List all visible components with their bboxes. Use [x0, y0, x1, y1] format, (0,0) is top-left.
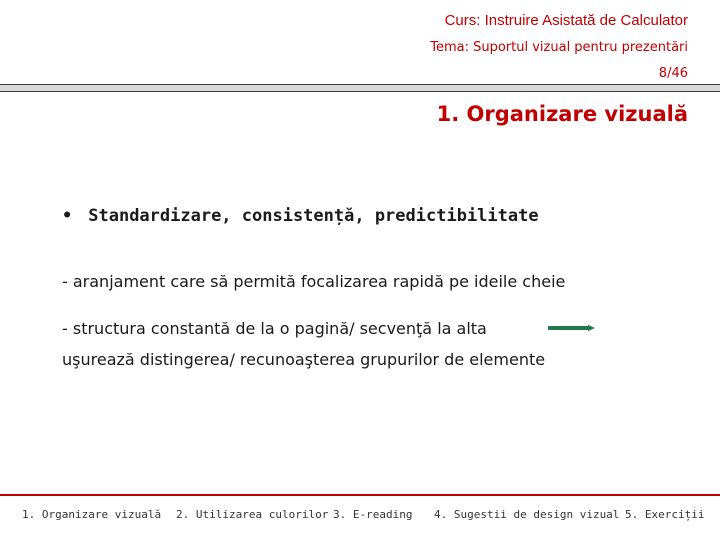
bullet-item	[62, 206, 539, 226]
slide-title: 1. Organizare vizuală	[436, 102, 688, 126]
footer-link-culori[interactable]: 2. Utilizarea culorilor	[176, 508, 329, 521]
body-line-structure: - structura constantă de la o pagină/ secvenţă la alta	[62, 319, 487, 338]
page-number: 8/46	[658, 66, 688, 81]
footer-link-sugestii[interactable]: 4. Sugestii de design vizual	[434, 508, 620, 521]
footer-link-ereading[interactable]: 3. E-reading	[333, 508, 413, 521]
arrow-right-icon	[548, 323, 596, 333]
footer-link-exercitii[interactable]: 5. Exerciții	[625, 508, 705, 521]
footer-link-organizare[interactable]: 1. Organizare vizuală	[22, 508, 162, 521]
body-line-focus: - aranjament care să permită focalizarea rapidă pe ideile cheie	[62, 272, 566, 291]
body-line-recognition: uşurează distingerea/ recunoaşterea grupurilor de elemente	[62, 350, 546, 369]
bullet-dot-icon: •	[62, 206, 73, 226]
theme-title: Tema: Suportul vizual pentru prezentări	[430, 40, 688, 55]
footer-divider	[0, 494, 720, 496]
course-title: Curs: Instruire Asistată de Calculator	[444, 12, 688, 29]
bullet-text: Standardizare, consistență, predictibilitate	[88, 206, 539, 226]
header-divider	[0, 84, 720, 92]
